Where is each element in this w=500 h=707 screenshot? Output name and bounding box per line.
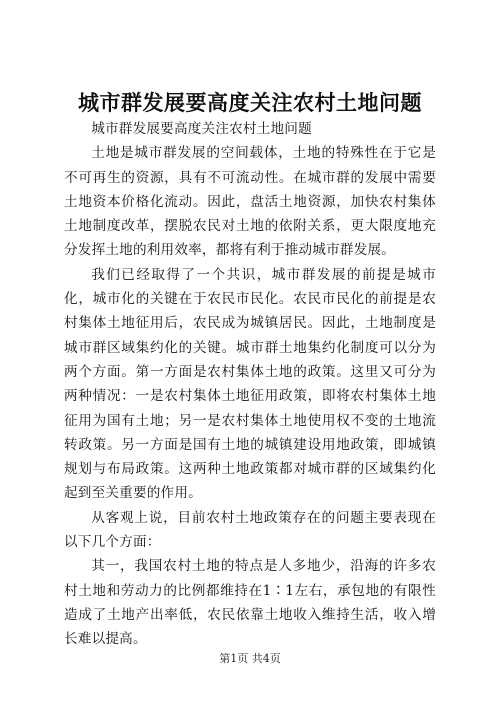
body-paragraph-1: 土地是城市群发展的空间载体，土地的特殊性在于它是不可再生的资源，具有不可流动性。在城市群的发展中需要土地资本价格化流动。因此，盘活土地资源，加快农村集体土地制度改革，摆脱农民对土地的依附关系，更大限度地充分发挥土地的利用效率，都将有利于推动城市群发展。 xyxy=(64,145,436,259)
document-subtitle: 城市群发展要高度关注农村土地问题 xyxy=(91,121,312,137)
body-paragraph-4: 其一，我国农村土地的特点是人多地少，沿海的许多农村土地和劳动力的比例都维持在1∶1左右，承包地的有限性造成了土地产出率低，农民依靠土地收入维持生活，收入增长难以提高。 xyxy=(64,558,436,648)
body-paragraph-2: 我们已经取得了一个共识，城市群发展的前提是城市化，城市化的关键在于农民市民化。农民市民化的前提是农村集体土地征用后，农民成为城镇居民。因此，土地制度是城市群区域集约化的关键。城市群土地集约化制度可以分为两个方面。第一方面是农村集体土地的政策。这里又可分为两种情况：一是农村集体土地征用政策，即将农村集体土地征用为国有土地；另一是农村集体土地使用权不变的土地流转政策。另一方面是国有土地的城镇建设用地政策，即城镇规划与布局政策。这两种土地政策都对城市群的区域集约化起到至关重要的作用。 xyxy=(64,266,436,502)
page-number-footer: 第1页 共4页 xyxy=(219,652,281,665)
document-body xyxy=(64,117,436,652)
body-paragraph-3: 从客观上说，目前农村土地政策存在的问题主要表现在以下几个方面： xyxy=(64,509,436,551)
document-title: 城市群发展要高度关注农村土地问题 xyxy=(78,90,422,115)
